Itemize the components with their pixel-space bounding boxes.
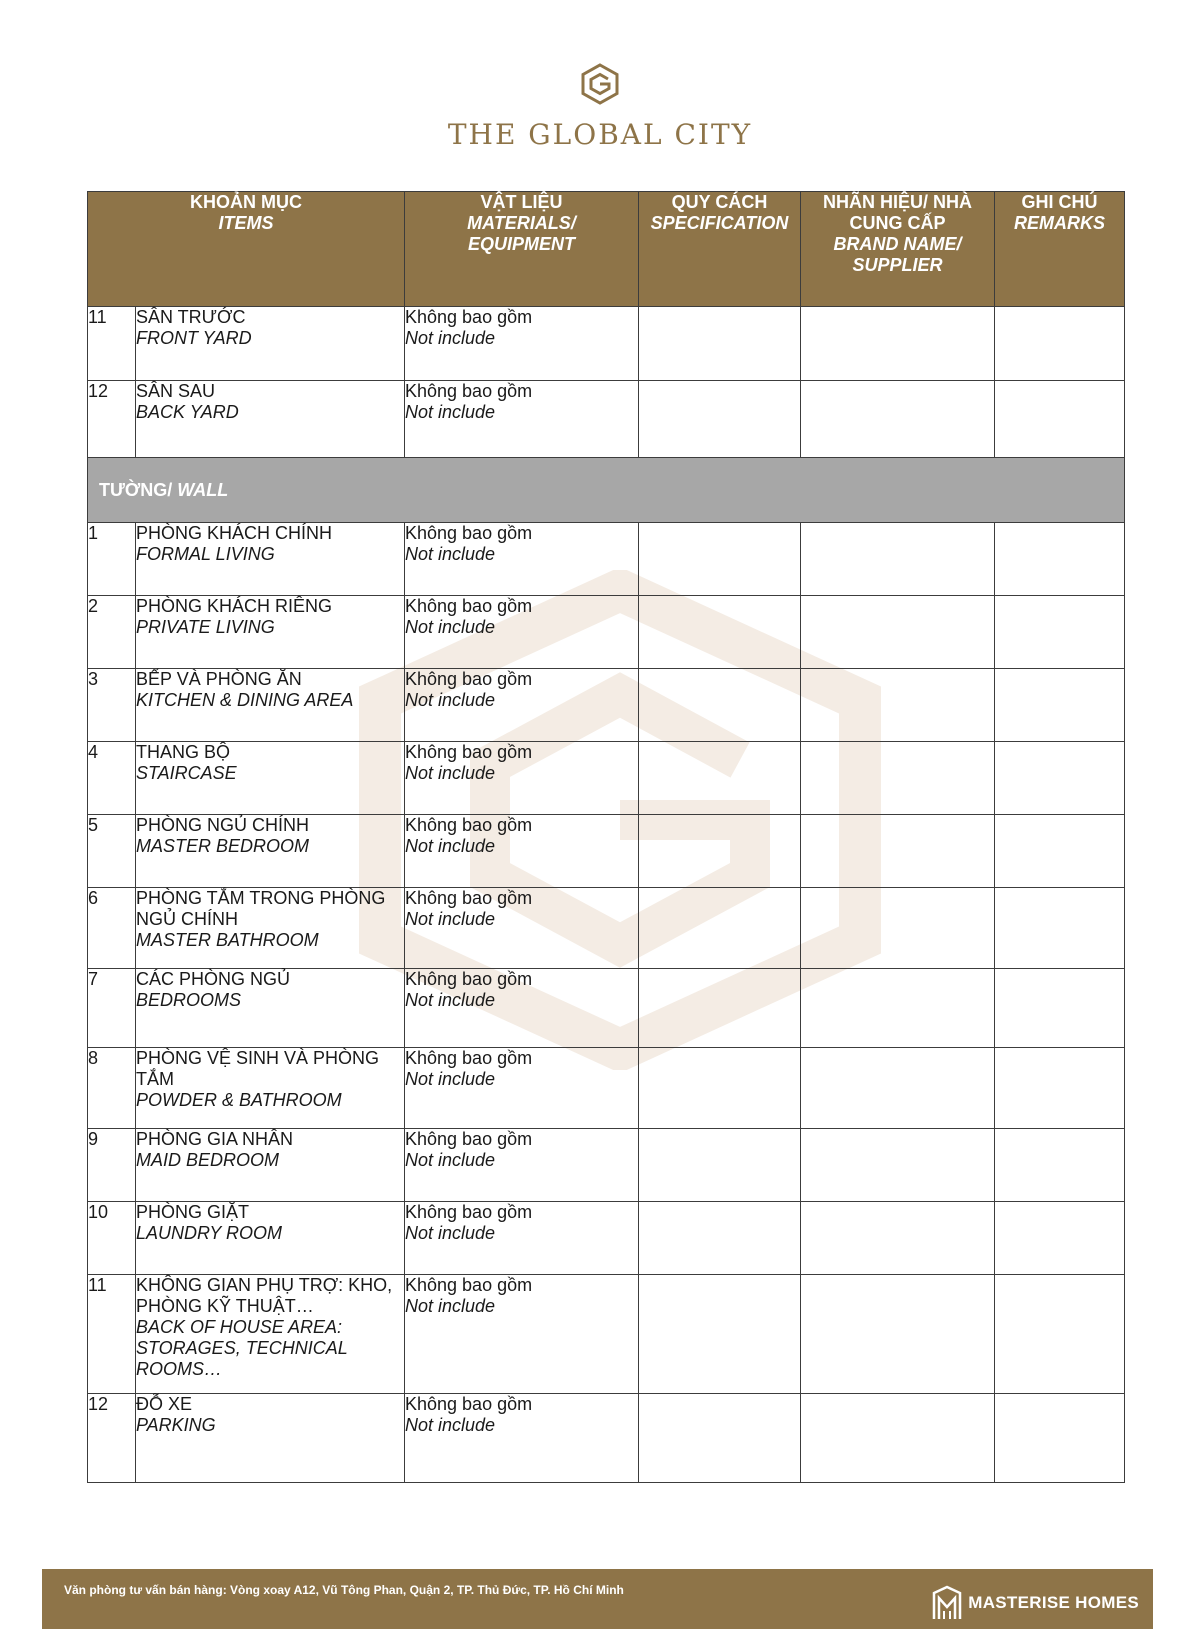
specification-cell [639, 1048, 801, 1129]
material-vi: Không bao gồm [405, 1202, 533, 1222]
material-en: Not include [405, 617, 496, 637]
item-name-vi: PHÒNG GIA NHÂN [136, 1129, 294, 1149]
row-number: 8 [88, 1048, 136, 1129]
material-en: Not include [405, 402, 496, 422]
item-cell [136, 969, 405, 1048]
brand-cell [801, 1275, 995, 1394]
row-number: 12 [88, 381, 136, 458]
table-row [88, 1275, 1125, 1394]
material-en: Not include [405, 544, 496, 564]
brand-cell [801, 523, 995, 596]
material-vi: Không bao gồm [405, 1394, 533, 1414]
footer-brand [932, 1585, 1139, 1621]
item-name-en: POWDER & BATHROOM [136, 1090, 342, 1110]
table-row [88, 1202, 1125, 1275]
table-row [88, 1048, 1125, 1129]
item-name-vi: PHÒNG VỆ SINH VÀ PHÒNG TẮM [136, 1048, 380, 1089]
col-header-brand: NHÃN HIỆU/ NHÀ CUNG CẤP BRAND NAME/ SUPPLIER [801, 192, 995, 307]
row-number: 9 [88, 1129, 136, 1202]
material-vi: Không bao gồm [405, 596, 533, 616]
brand-cell [801, 815, 995, 888]
specification-cell [639, 523, 801, 596]
item-cell [136, 596, 405, 669]
brand-cell [801, 669, 995, 742]
brand-cell [801, 596, 995, 669]
table-row [88, 969, 1125, 1048]
material-en: Not include [405, 1415, 496, 1435]
specification-cell [639, 742, 801, 815]
specification-cell [639, 1394, 801, 1483]
table-row [88, 1394, 1125, 1483]
specification-cell [639, 669, 801, 742]
item-cell [136, 888, 405, 969]
page-header [0, 62, 1200, 151]
item-cell [136, 669, 405, 742]
brand-cell [801, 307, 995, 381]
remarks-cell [995, 381, 1125, 458]
item-cell [136, 523, 405, 596]
material-cell [405, 815, 639, 888]
material-en: Not include [405, 1296, 496, 1316]
section-label-vi: TƯỜNG/ [99, 479, 178, 500]
material-en: Not include [405, 990, 496, 1010]
material-en: Not include [405, 763, 496, 783]
item-name-vi: PHÒNG KHÁCH CHÍNH [136, 523, 333, 543]
material-cell [405, 1048, 639, 1129]
specification-cell [639, 381, 801, 458]
item-name-vi: PHÒNG NGỦ CHÍNH [136, 815, 310, 835]
row-number: 11 [88, 1275, 136, 1394]
item-name-vi: SÂN SAU [136, 381, 216, 401]
footer-brand-name: MASTERISE HOMES [968, 1593, 1139, 1612]
material-en: Not include [405, 1069, 496, 1089]
table-row [88, 1129, 1125, 1202]
material-en: Not include [405, 909, 496, 929]
remarks-cell [995, 596, 1125, 669]
remarks-cell [995, 1129, 1125, 1202]
material-cell [405, 1129, 639, 1202]
item-name-vi: ĐỖ XE [136, 1394, 193, 1414]
brand-cell [801, 1394, 995, 1483]
specification-table [87, 191, 1125, 1483]
remarks-cell [995, 888, 1125, 969]
material-cell [405, 523, 639, 596]
item-name-vi: BẾP VÀ PHÒNG ĂN [136, 669, 302, 689]
remarks-cell [995, 523, 1125, 596]
material-en: Not include [405, 1150, 496, 1170]
brand-cell [801, 888, 995, 969]
item-name-vi: PHÒNG GIẶT [136, 1202, 250, 1222]
specification-cell [639, 1129, 801, 1202]
item-cell [136, 1129, 405, 1202]
table-row [88, 307, 1125, 381]
brand-cell [801, 1048, 995, 1129]
brand-title: THE GLOBAL CITY [447, 118, 753, 151]
row-number: 2 [88, 596, 136, 669]
brand-cell [801, 969, 995, 1048]
item-name-en: KITCHEN & DINING AREA [136, 690, 354, 710]
item-name-vi: PHÒNG TẮM TRONG PHÒNG NGỦ CHÍNH [136, 888, 386, 929]
material-cell [405, 1275, 639, 1394]
brand-cell [801, 381, 995, 458]
table-row [88, 523, 1125, 596]
material-vi: Không bao gồm [405, 669, 533, 689]
page-footer [42, 1569, 1153, 1629]
material-en: Not include [405, 1223, 496, 1243]
material-vi: Không bao gồm [405, 523, 533, 543]
row-number: 1 [88, 523, 136, 596]
item-name-en: FRONT YARD [136, 328, 252, 348]
material-cell [405, 1202, 639, 1275]
remarks-cell [995, 1202, 1125, 1275]
material-vi: Không bao gồm [405, 742, 533, 762]
item-name-en: BACK OF HOUSE AREA: STORAGES, TECHNICAL ROOMS… [136, 1317, 348, 1379]
material-en: Not include [405, 328, 496, 348]
item-name-en: BEDROOMS [136, 990, 242, 1010]
specification-cell [639, 1275, 801, 1394]
section-label-en: WALL [177, 479, 229, 500]
material-vi: Không bao gồm [405, 1275, 533, 1295]
material-cell [405, 742, 639, 815]
table-row [88, 742, 1125, 815]
material-vi: Không bao gồm [405, 815, 533, 835]
col-header-items: KHOẢN MỤC ITEMS [88, 192, 405, 307]
item-name-en: MAID BEDROOM [136, 1150, 280, 1170]
material-cell [405, 596, 639, 669]
specification-cell [639, 888, 801, 969]
item-name-vi: THANG BỘ [136, 742, 231, 762]
remarks-cell [995, 1275, 1125, 1394]
specification-cell [639, 596, 801, 669]
row-number: 11 [88, 307, 136, 381]
item-name-en: MASTER BEDROOM [136, 836, 310, 856]
table-row [88, 596, 1125, 669]
remarks-cell [995, 307, 1125, 381]
item-name-en: STAIRCASE [136, 763, 237, 783]
item-cell [136, 1048, 405, 1129]
material-vi: Không bao gồm [405, 381, 533, 401]
specification-cell [639, 969, 801, 1048]
material-en: Not include [405, 836, 496, 856]
row-number: 5 [88, 815, 136, 888]
specification-cell [639, 307, 801, 381]
item-cell [136, 307, 405, 381]
specification-cell [639, 1202, 801, 1275]
col-header-specification: QUY CÁCH SPECIFICATION [639, 192, 801, 307]
table-row [88, 669, 1125, 742]
item-cell [136, 742, 405, 815]
brand-cell [801, 742, 995, 815]
material-en: Not include [405, 690, 496, 710]
table-row [88, 381, 1125, 458]
section-header-wall [88, 458, 1125, 523]
item-name-en: PRIVATE LIVING [136, 617, 275, 637]
remarks-cell [995, 1048, 1125, 1129]
item-name-en: LAUNDRY ROOM [136, 1223, 283, 1243]
item-cell [136, 1202, 405, 1275]
material-vi: Không bao gồm [405, 888, 533, 908]
remarks-cell [995, 969, 1125, 1048]
row-number: 6 [88, 888, 136, 969]
col-header-materials: VẬT LIỆU MATERIALS/ EQUIPMENT [405, 192, 639, 307]
material-vi: Không bao gồm [405, 969, 533, 989]
material-cell [405, 888, 639, 969]
material-vi: Không bao gồm [405, 1129, 533, 1149]
item-cell [136, 381, 405, 458]
item-name-en: BACK YARD [136, 402, 239, 422]
material-cell [405, 307, 639, 381]
row-number: 3 [88, 669, 136, 742]
brand-cell [801, 1202, 995, 1275]
item-cell [136, 1275, 405, 1394]
material-cell [405, 669, 639, 742]
row-number: 7 [88, 969, 136, 1048]
material-cell [405, 1394, 639, 1483]
item-name-vi: CÁC PHÒNG NGỦ [136, 969, 291, 989]
masterise-homes-logo-icon [932, 1585, 962, 1621]
remarks-cell [995, 669, 1125, 742]
row-number: 12 [88, 1394, 136, 1483]
item-name-en: MASTER BATHROOM [136, 930, 319, 950]
global-city-hexagon-icon [578, 62, 622, 106]
remarks-cell [995, 742, 1125, 815]
row-number: 10 [88, 1202, 136, 1275]
col-header-remarks: GHI CHÚ REMARKS [995, 192, 1125, 307]
brand-cell [801, 1129, 995, 1202]
material-vi: Không bao gồm [405, 1048, 533, 1068]
remarks-cell [995, 1394, 1125, 1483]
table-row [88, 815, 1125, 888]
item-name-vi: SÂN TRƯỚC [136, 307, 246, 327]
item-cell [136, 1394, 405, 1483]
item-name-vi: KHÔNG GIAN PHỤ TRỢ: KHO, PHÒNG KỸ THUẬT… [136, 1275, 393, 1316]
table-row [88, 888, 1125, 969]
item-cell [136, 815, 405, 888]
material-cell [405, 969, 639, 1048]
footer-address: Văn phòng tư vấn bán hàng: Vòng xoay A12, Vũ Tông Phan, Quận 2, TP. Thủ Đức, TP. Hồ Chí Minh [64, 1583, 624, 1597]
material-cell [405, 381, 639, 458]
row-number: 4 [88, 742, 136, 815]
item-name-en: FORMAL LIVING [136, 544, 275, 564]
item-name-vi: PHÒNG KHÁCH RIÊNG [136, 596, 333, 616]
item-name-en: PARKING [136, 1415, 216, 1435]
remarks-cell [995, 815, 1125, 888]
material-vi: Không bao gồm [405, 307, 533, 327]
specification-cell [639, 815, 801, 888]
table-header-row [88, 192, 1125, 307]
